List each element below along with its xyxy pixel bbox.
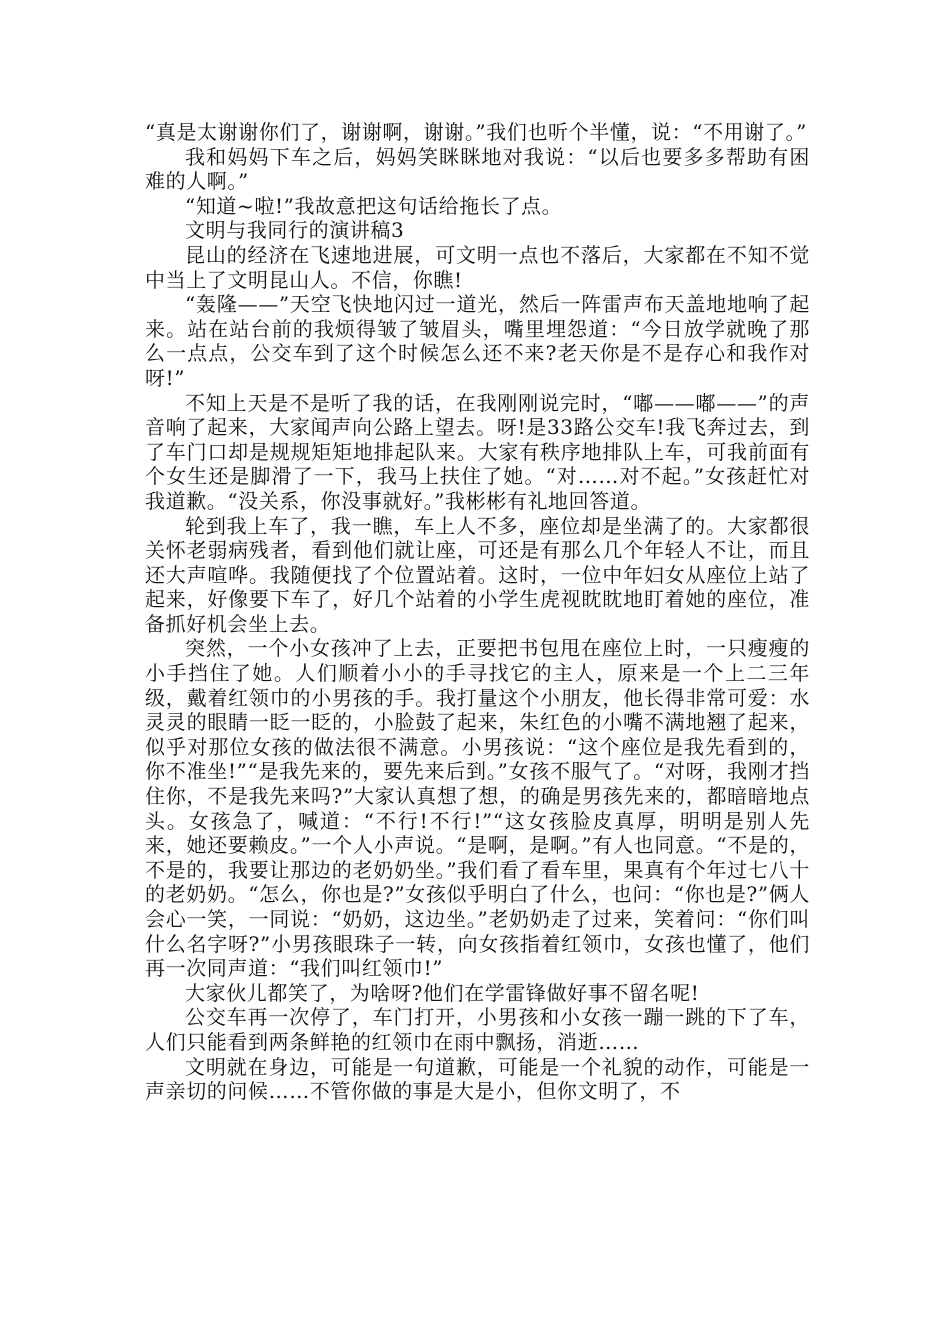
paragraph: 我和妈妈下车之后，妈妈笑眯眯地对我说：“以后也要多多帮助有困难的人啊。”	[145, 144, 810, 194]
paragraph: 昆山的经济在飞速地进展，可文明一点也不落后，大家都在不知不觉中当上了文明昆山人。不信，你瞧!	[145, 242, 810, 292]
paragraph: 大家伙儿都笑了，为啥呀?他们在学雷锋做好事不留名呢!	[185, 980, 700, 1005]
paragraph: 不知上天是不是听了我的话，在我刚刚说完时，“嘟——嘟——”的声音响了起来，大家闻声向公路上望去。呀!是33路公交车!我飞奔过去，到了车门口却是规规矩矩地排起队来。大家有秩序地排队上车，可我前面有个女生还是脚滑了一下，我马上扶住了她。“对……对不起。”女孩赶忙对我道歉。“没关系，你没事就好。”我彬彬有礼地回答道。	[145, 390, 810, 513]
paragraph: “真是太谢谢你们了，谢谢啊，谢谢。”我们也听个半懂，说：“不用谢了。”	[145, 120, 807, 144]
paragraph: “知道~啦!”我故意把这句话给拖长了点。	[185, 193, 563, 218]
section-title: 文明与我同行的演讲稿3	[185, 218, 405, 243]
paragraph: 突然，一个小女孩冲了上去，正要把书包甩在座位上时，一只瘦瘦的小手挡住了她。人们顺着小小的手寻找它的主人，原来是一个上二三年级，戴着红领巾的小男孩的手。我打量这个小朋友，他长得非常可爱：水灵灵的眼睛一眨一眨的，小脸鼓了起来，朱红色的小嘴不满地翘了起来，似乎对那位女孩的做法很不满意。小男孩说：“这个座位是我先看到的，你不准坐!”“是我先来的，要先来后到。”女孩不服气了。“对呀，我刚才挡住你，不是我先来吗?”大家认真想了想，的确是男孩先来的，都暗暗地点头。女孩急了，喊道：“不行!不行!”“这女孩脸皮真厚，明明是别人先来，她还要赖皮。”一个人小声说。“是啊，是啊。”有人也同意。“不是的，不是的，我要让那边的老奶奶坐。”我们看了看车里，果真有个年过七八十的老奶奶。“怎么，你也是?”女孩似乎明白了什么，也问：“你也是?”俩人会心一笑，一同说：“奶奶，这边坐。”老奶奶走了过来，笑着问：“你们叫什么名字呀?”小男孩眼珠子一转，向女孩指着红领巾，女孩也懂了，他们再一次同声道：“我们叫红领巾!”	[145, 636, 810, 981]
document-body	[145, 120, 810, 1104]
paragraph: “轰隆——”天空飞快地闪过一道光，然后一阵雷声布天盖地地响了起来。站在站台前的我烦得皱了皱眉头，嘴里埋怨道：“今日放学就晚了那么一点点，公交车到了这个时候怎么还不来?老天你是不是存心和我作对呀!”	[145, 292, 810, 390]
paragraph: 文明就在身边，可能是一句道歉，可能是一个礼貌的动作，可能是一声亲切的问候……不管你做的事是大是小，但你文明了，不	[145, 1054, 810, 1104]
paragraph: 轮到我上车了，我一瞧，车上人不多，座位却是坐满了的。大家都很关怀老弱病残者，看到他们就让座，可还是有那么几个年轻人不让，而且还大声喧哗。我随便找了个位置站着。这时，一位中年妇女从座位上站了起来，好像要下车了，好几个站着的小学生虎视眈眈地盯着她的座位，准备抓好机会坐上去。	[145, 513, 810, 636]
paragraph: 公交车再一次停了，车门打开，小男孩和小女孩一蹦一跳的下了车，人们只能看到两条鲜艳的红领巾在雨中飘扬，消逝……	[145, 1005, 810, 1054]
